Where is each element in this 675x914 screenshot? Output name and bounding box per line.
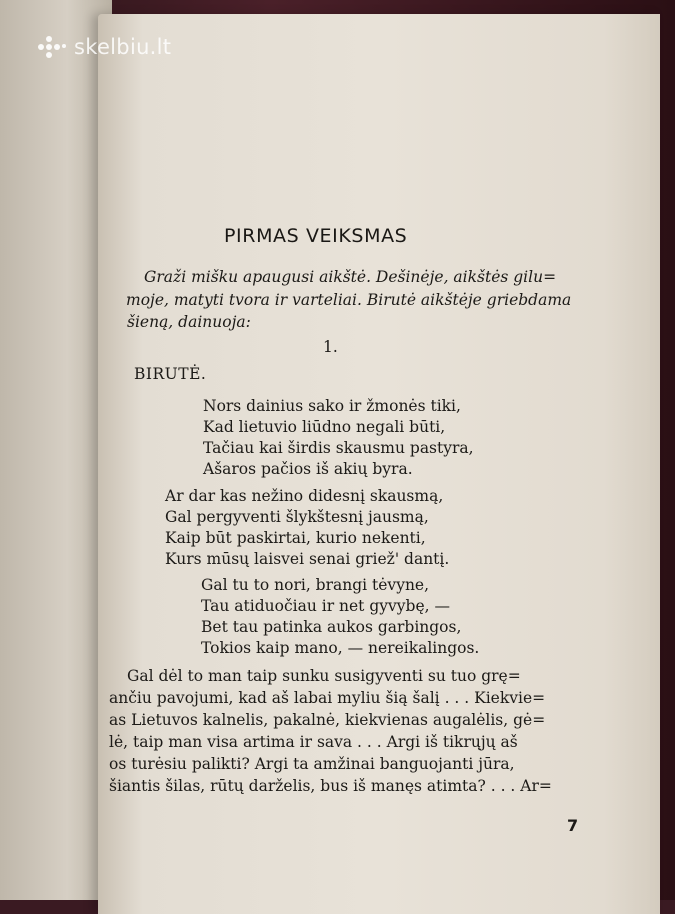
prose-line: lė, taip man visa artima ir sava . . . Argi iš tikrųjų aš (109, 733, 518, 751)
section-number: 1. (323, 338, 338, 356)
verse-line: Kad lietuvio liūdno negali būti, (203, 418, 446, 436)
stage-direction-line: šieną, dainuoja: (127, 313, 251, 331)
speaker-name: BIRUTĖ. (134, 365, 207, 383)
verse-line: Kaip būt paskirtai, kurio nekenti, (165, 529, 426, 547)
stage-direction-line: Graži mišku apaugusi aikštė. Dešinėje, aikštės gilu= (144, 268, 557, 286)
verse-line: Nors dainius sako ir žmonės tiki, (203, 397, 461, 415)
verse-line: Tau atiduočiau ir net gyvybę, — (201, 597, 450, 615)
prose-line: as Lietuvos kalnelis, pakalnė, kiekvienas augalėlis, gė= (109, 711, 546, 729)
verse-line: Gal tu to nori, brangi tėvyne, (201, 576, 430, 594)
prose-line: ančiu pavojumi, kad aš labai myliu šią šalį . . . Kiekvie= (109, 689, 546, 707)
prose-line: Gal dėl to man taip sunku susigyventi su tuo grę= (127, 667, 521, 685)
watermark (36, 34, 171, 60)
verse-line: Ašaros pačios iš akių byra. (203, 460, 413, 478)
verse-line: Bet tau patinka aukos garbingos, (201, 618, 462, 636)
page-number: 7 (567, 816, 579, 835)
verse-line: Tokios kaip mano, — nereikalingos. (201, 639, 480, 657)
verse-line: Ar dar kas nežino didesnį skausmą, (165, 487, 444, 505)
prose-line: šiantis šilas, rūtų darželis, bus iš manęs atimta? . . . Ar= (109, 777, 552, 795)
verse-line: Tačiau kai širdis skausmu pastyra, (203, 439, 474, 457)
stage-direction-line: moje, matyti tvora ir varteliai. Birutė aikštėje griebdama (126, 291, 572, 309)
watermark-logo-icon (36, 34, 68, 60)
watermark-text: skelbiu.lt (74, 35, 172, 59)
verse-line: Gal pergyventi šlykštesnį jausmą, (165, 508, 429, 526)
act-title: PIRMAS VEIKSMAS (224, 225, 408, 247)
left-page-edge (0, 0, 112, 900)
prose-line: os turėsiu palikti? Argi ta amžinai banguojanti jūra, (109, 755, 515, 773)
verse-line: Kurs mūsų laisvei senai griež' dantį. (165, 550, 450, 568)
